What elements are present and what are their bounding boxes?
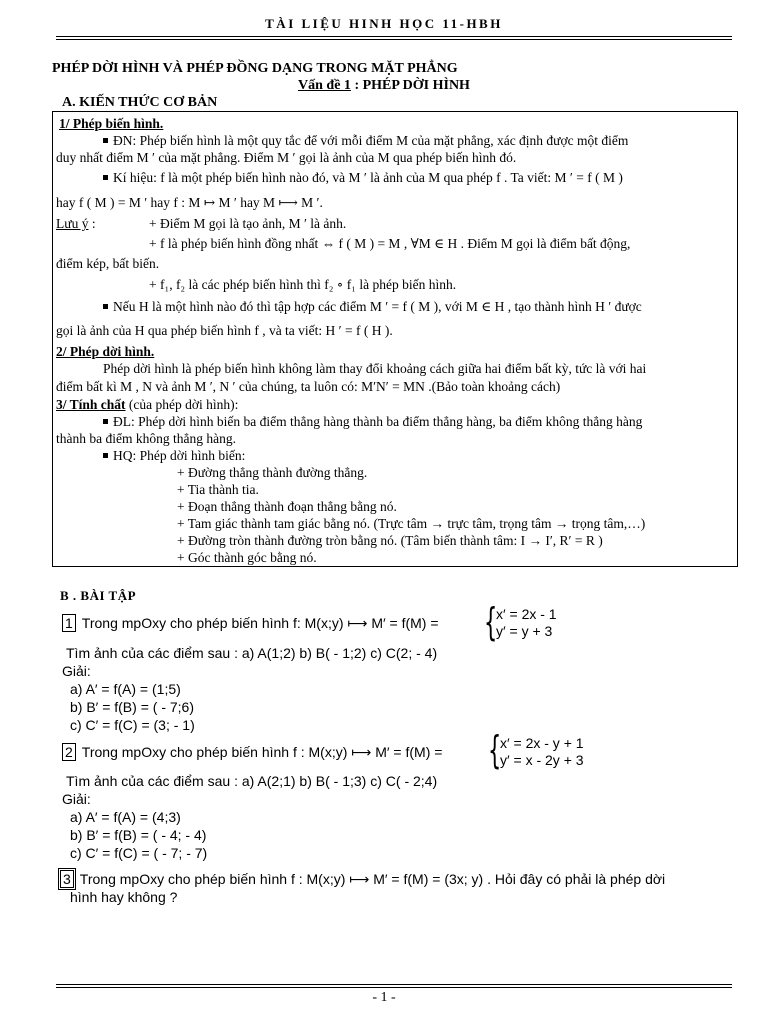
- corollary-item: + Tam giác thành tam giác bằng nó. (Trực tâm → trực tâm, trọng tâm → trọng tâm,…): [177, 516, 646, 531]
- corollary-item: + Đoạn thẳng thành đoạn thẳng bằng nó.: [177, 499, 397, 514]
- exercise-3-statement-continued: hình hay không ?: [70, 889, 178, 905]
- exercise-2-question: Tìm ảnh của các điểm sau : a) A(2;1) b) B( - 1;3) c) C( - 2;4): [66, 773, 438, 789]
- system-line-2: y′ = y + 3: [496, 623, 553, 639]
- exercise-1-statement: 1 Trong mpOxy cho phép biến hình f: M(x;y) ⟼ M′ = f(M) =: [62, 614, 439, 632]
- bullet-square-icon: [103, 419, 108, 424]
- subtitle-rest: : PHÉP DỜI HÌNH: [350, 78, 470, 93]
- isometry-definition-1: Phép dời hình là phép biến hình không làm thay đổi khoảng cách giữa hai điểm bất kỳ, tức là với hai: [103, 361, 647, 376]
- isometry-definition-2: điểm bất kì M , N và ảnh M ′, N ′ của chúng, ta luôn có: M′N′ = MN .(Bảo toàn khoảng cách): [56, 379, 561, 394]
- note-2: + f là phép biến hình đồng nhất ⇔ f ( M ) = M , ∀M ∈ H . Điểm M gọi là điểm bất động,: [149, 236, 631, 251]
- answer-line: b) B′ = f(B) = ( - 7;6): [70, 699, 194, 715]
- page-number: - 1 -: [372, 990, 396, 1005]
- notation-line-2: hay f ( M ) = M ′ hay f : M ↦ M ′ hay M ⟼ M ′.: [56, 195, 323, 210]
- image-of-figure-line-1: Nếu H là một hình nào đó thì tập hợp các điểm M ′ = f ( M ), với M ∈ H , tạo thành hình H ′ được: [103, 299, 642, 315]
- system-line-1: x′ = 2x - y + 1: [500, 735, 584, 751]
- page-title: PHÉP DỜI HÌNH VÀ PHÉP ĐỒNG DẠNG TRONG MẶT PHẲNG: [52, 61, 458, 76]
- heading-phep-bien-hinh: 1/ Phép biến hình.: [59, 116, 164, 131]
- note-1: + Điểm M gọi là tạo ảnh, M ′ là ảnh.: [149, 216, 347, 231]
- exercise-2-statement: 2 Trong mpOxy cho phép biến hình f : M(x;y) ⟼ M′ = f(M) =: [62, 743, 442, 761]
- section-a-heading: A. KIẾN THỨC CƠ BẢN: [62, 95, 218, 110]
- definition-line-1: ĐN: Phép biến hình là một quy tắc để với mỗi điểm M của mặt phẳng, xác định được một điểm: [103, 133, 628, 149]
- solution-label: Giải:: [62, 663, 91, 679]
- exercise-number: 1: [62, 614, 76, 632]
- corollary-item: + Đường tròn thành đường tròn bằng nó. (Tâm biến thành tâm: I → I′, R′ = R ): [177, 533, 603, 548]
- theory-box: [52, 111, 738, 567]
- running-head: TÀI LIỆU HINH HỌC 11-HBH: [265, 16, 503, 31]
- note-3: + f₁, f₂ là các phép biến hình thì f₂ ∘ f₁ là phép biến hình.: [149, 277, 457, 292]
- exercise-number: 2: [62, 743, 76, 761]
- corollary-heading: HQ: Phép dời hình biến:: [103, 448, 245, 464]
- exercise-1-question: Tìm ảnh của các điểm sau : a) A(1;2) b) B( - 1;2) c) C(2; - 4): [66, 645, 438, 661]
- corollary-item: + Đường thẳng thành đường thẳng.: [177, 465, 368, 480]
- answer-line: a) A′ = f(A) = (1;5): [70, 681, 181, 697]
- system-line-1: x′ = 2x - 1: [496, 606, 557, 622]
- note-2-continued: điểm kép, bất biến.: [56, 256, 160, 271]
- exercise-3-statement: 3 Trong mpOxy cho phép biến hình f : M(x;y) ⟼ M′ = f(M) = (3x; y) . Hỏi đây có phải là phép dời: [60, 870, 665, 888]
- answer-line: c) C′ = f(C) = (3; - 1): [70, 717, 195, 733]
- bullet-square-icon: [103, 453, 108, 458]
- theorem-line-1: ĐL: Phép dời hình biến ba điểm thẳng hàng thành ba điểm thẳng hàng, ba điểm không thẳng hàng: [103, 414, 642, 430]
- bullet-square-icon: [103, 304, 108, 309]
- left-brace-icon: {: [484, 600, 498, 644]
- image-of-figure-line-2: gọi là ảnh của H qua phép biến hình f , và ta viết: H ′ = f ( H ).: [56, 323, 393, 338]
- left-brace-icon: {: [488, 728, 502, 772]
- solution-label: Giải:: [62, 791, 91, 807]
- heading-tinh-chat: 3/ Tính chất (của phép dời hình):: [56, 397, 239, 412]
- footer-rule-top: [56, 984, 732, 985]
- heading-phep-doi-hinh: 2/ Phép dời hình.: [56, 344, 155, 359]
- subtitle-prefix: Vấn đề 1: [298, 78, 351, 93]
- theorem-line-2: thành ba điểm không thẳng hàng.: [56, 431, 236, 446]
- system-line-2: y′ = x - 2y + 3: [500, 752, 584, 768]
- header-rule-bottom: [56, 39, 732, 40]
- header-rule-top: [56, 36, 732, 37]
- note-label: Lưu ý :: [56, 216, 96, 231]
- answer-line: c) C′ = f(C) = ( - 7; - 7): [70, 845, 208, 861]
- bullet-square-icon: [103, 175, 108, 180]
- section-b-heading: B . BÀI TẬP: [60, 588, 137, 603]
- answer-line: a) A′ = f(A) = (4;3): [70, 809, 181, 825]
- answer-line: b) B′ = f(B) = ( - 4; - 4): [70, 827, 207, 843]
- page-subtitle: [0, 78, 768, 94]
- bullet-square-icon: [103, 138, 108, 143]
- exercise-number: 3: [60, 870, 74, 888]
- definition-line-2: duy nhất điểm M ′ của mặt phẳng. Điểm M ′ gọi là ảnh của M qua phép biến hình đó.: [56, 150, 517, 165]
- footer-rule-bottom: [56, 987, 732, 988]
- notation-line-1: Kí hiệu: f là một phép biến hình nào đó, và M ′ là ảnh của M qua phép f . Ta viết: M ′ = f ( M ): [103, 170, 623, 186]
- corollary-item: + Tia thành tia.: [177, 482, 259, 497]
- corollary-item: + Góc thành góc bằng nó.: [177, 550, 317, 565]
